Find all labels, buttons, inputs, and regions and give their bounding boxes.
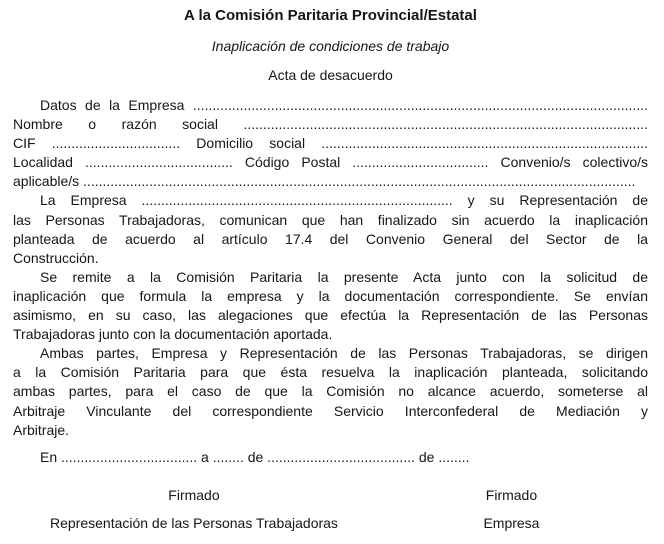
signed-label-company: Firmado	[485, 486, 538, 503]
signed-label-workers: Firmado	[168, 486, 220, 503]
signature-column-workers	[13, 486, 375, 533]
paragraph3-line5: Arbitraje.	[13, 421, 70, 438]
signature-block	[13, 486, 648, 533]
field-line-cif-domicilio-social: CIF ................................. Domicilio social ....................................................................................	[13, 135, 648, 152]
paragraph1-line4: Construcción.	[13, 249, 99, 266]
document-subtitle: Inaplicación de condiciones de trabajo	[211, 38, 450, 54]
signature-column-company	[375, 486, 648, 533]
paragraph1-line1: La Empresa ................................................................................ y su Representación de	[40, 192, 648, 209]
paragraph2-line1: Se remite a la Comisión Paritaria la presente Acta junto con la solicitud de	[40, 268, 648, 285]
document-body	[13, 96, 648, 440]
paragraph2-line2: inaplicación que formula la empresa y la documentación correspondiente. Se envían	[13, 287, 648, 304]
paragraph2-line4: Trabajadoras junto con la documentación aportada.	[13, 326, 333, 343]
date-place-line: En ................................... a ........ de ...................................... de ........	[40, 448, 470, 465]
field-line-aplicables: aplicable/s ..............................................................................................................................................	[13, 173, 636, 190]
field-line-nombre-razon-social: Nombre o razón social ........................................................................................................	[13, 116, 648, 133]
signature-party-workers: Representación de las Personas Trabajadoras	[49, 514, 338, 531]
field-line-localidad-cp-convenio: Localidad ...................................... Código Postal ................................... Convenio/s colectivo/s	[13, 154, 648, 171]
signature-party-company: Empresa	[483, 514, 540, 531]
field-line-datos-empresa: Datos de la Empresa .....................................................................................................................	[40, 97, 648, 113]
paragraph1-line3: planteada de acuerdo al artículo 17.4 del Convenio General del Sector de la	[13, 230, 648, 247]
paragraph3-line2: a la Comisión Paritaria para que ésta resuelva la inaplicación planteada, solicitando	[13, 364, 648, 381]
document-heading: Acta de desacuerdo	[268, 67, 393, 83]
paragraph3-line1: Ambas partes, Empresa y Representación de las Personas Trabajadoras, se dirigen	[40, 345, 648, 362]
paragraph3-line4: Arbitraje Vinculante del correspondiente Servicio Interconfederal de Mediación y	[13, 402, 648, 419]
paragraph1-line2: las Personas Trabajadoras, comunican que han finalizado sin acuerdo la inaplicación	[13, 211, 648, 228]
paragraph2-line3: asimismo, en su caso, las alegaciones que efectúa la Representación de las Personas	[13, 307, 648, 324]
paragraph3-line3: ambas partes, para el caso de que la Comisión no alcance acuerdo, someterse al	[13, 383, 648, 400]
document-title: A la Comisión Paritaria Provincial/Estatal	[184, 7, 477, 24]
